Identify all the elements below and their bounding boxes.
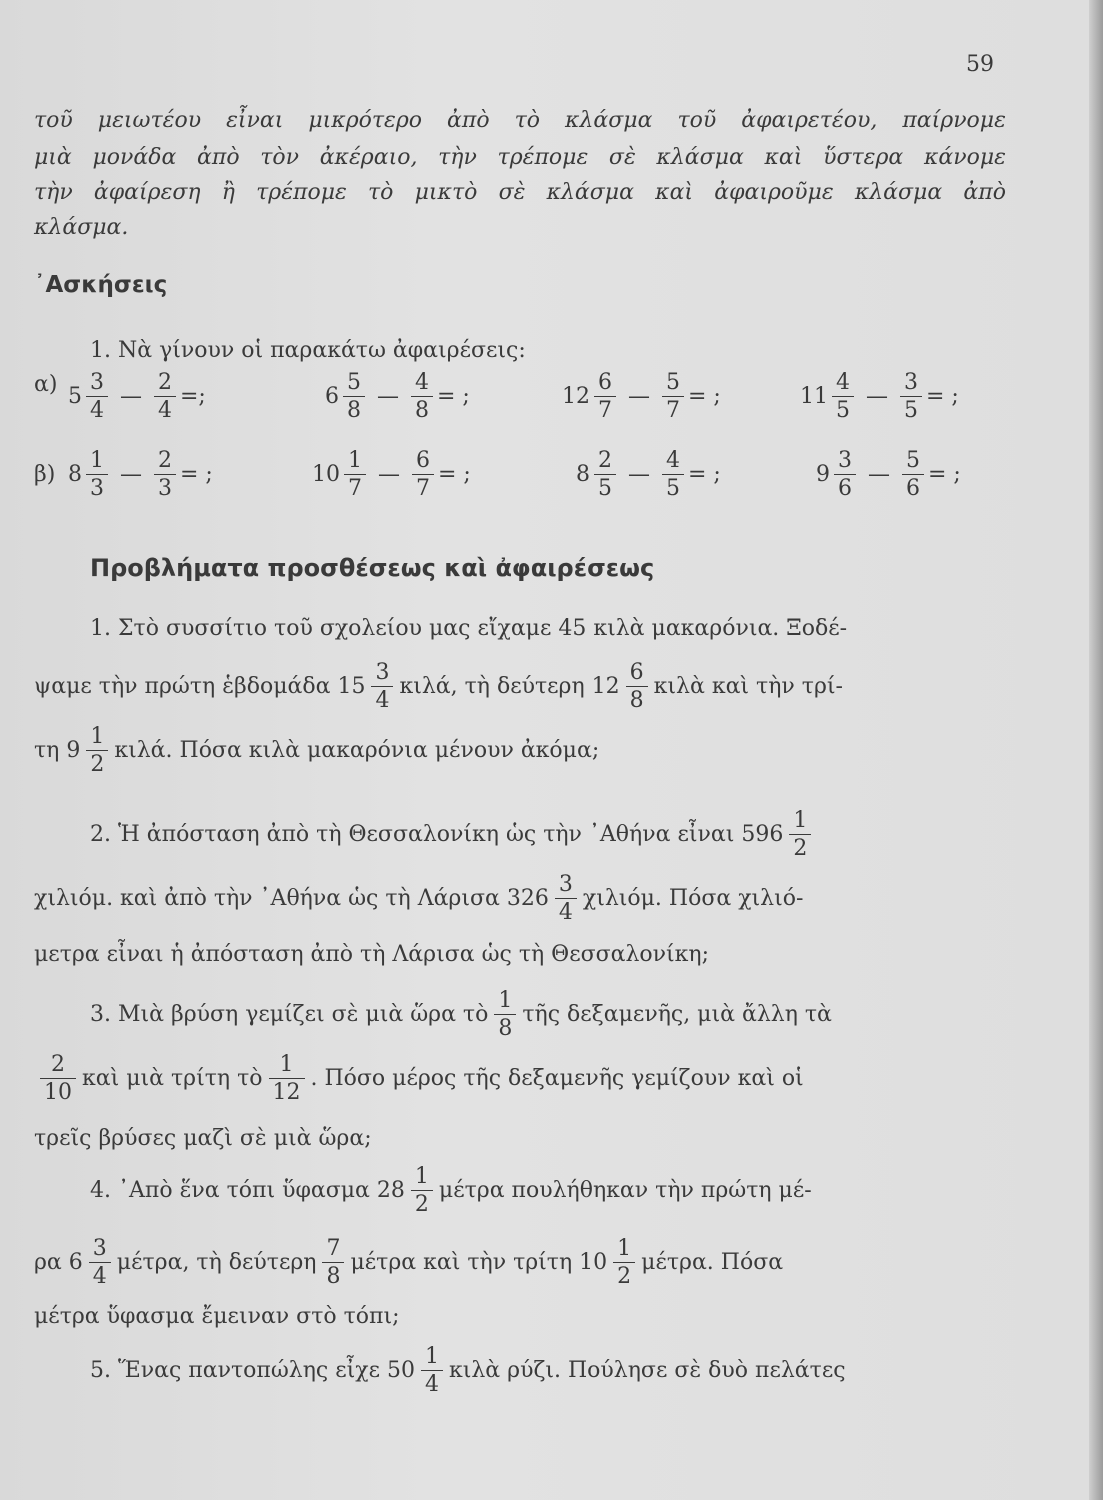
numerator: 3 <box>90 370 104 395</box>
problem-1-line-3 <box>34 724 1006 778</box>
denominator: 8 <box>411 396 433 423</box>
subtraction-item <box>325 370 470 424</box>
fraction <box>411 370 433 424</box>
page-edge-shadow <box>1089 0 1103 1500</box>
text: 2. Ἡ ἀπόσταση ἀπὸ τὴ Θεσσαλονίκη ὡς τὴν ᾿Αθήνα εἶναι 596 <box>90 821 784 847</box>
word: ὕστερα <box>823 145 904 170</box>
fraction <box>421 1344 443 1398</box>
whole-number: 9 <box>816 461 830 487</box>
numerator: 3 <box>558 872 573 897</box>
fraction <box>555 872 577 926</box>
fraction <box>594 448 616 502</box>
text: τῆς δεξαμενῆς, μιὰ ἄλλη τὰ <box>522 1001 832 1027</box>
word: τὸν <box>260 145 300 170</box>
word: μιὰ <box>34 145 72 170</box>
word: κλάσμα <box>565 108 653 133</box>
numerator: 4 <box>666 448 680 473</box>
word: μειωτέου <box>97 108 202 133</box>
word: μονάδα <box>92 145 177 170</box>
denominator: 5 <box>662 474 684 501</box>
word: ἢ <box>221 180 235 205</box>
numerator: 2 <box>158 448 172 473</box>
numerator: 1 <box>90 448 104 473</box>
problem-2-line-2 <box>34 872 1006 926</box>
word: ἀκέραιο, <box>319 145 418 170</box>
problem-5-line-1 <box>90 1344 1006 1398</box>
text: κιλά, τὴ δεύτερη 12 <box>399 673 620 699</box>
fraction <box>411 1164 433 1218</box>
numerator: 1 <box>348 448 362 473</box>
intro-line-4: κλάσμα. <box>34 215 129 240</box>
text: μέτρα, τὴ δεύτερη <box>116 1249 317 1275</box>
numerator: 4 <box>415 370 429 395</box>
numerator: 4 <box>836 370 850 395</box>
word: τρέπομε <box>497 145 589 170</box>
fraction <box>662 448 684 502</box>
word: ἀφαίρεση <box>93 180 201 205</box>
numerator: 3 <box>375 660 390 685</box>
denominator: 12 <box>269 1078 305 1105</box>
text: μέτρα. Πόσα <box>641 1249 784 1275</box>
problem-2-line-1 <box>90 808 1006 862</box>
subtraction-item <box>562 370 721 424</box>
word: εἶναι <box>226 108 284 133</box>
numerator: 3 <box>92 1236 107 1261</box>
numerator: 1 <box>279 1052 294 1077</box>
problem-4-line-2 <box>34 1236 1006 1290</box>
whole-number: 6 <box>325 383 339 409</box>
text: ρα 6 <box>34 1249 83 1275</box>
denominator: 4 <box>555 898 577 925</box>
fraction <box>832 370 854 424</box>
text: κιλὰ καὶ τὴν τρί- <box>653 673 843 699</box>
equals: = ; <box>180 461 213 487</box>
numerator: 5 <box>347 370 361 395</box>
denominator: 6 <box>902 474 924 501</box>
denominator: 8 <box>343 396 365 423</box>
whole-number: 8 <box>576 461 590 487</box>
word: κάνομε <box>923 145 1006 170</box>
denominator: 4 <box>89 1262 111 1289</box>
fraction <box>902 448 924 502</box>
equals: = ; <box>926 383 959 409</box>
fraction <box>86 448 108 502</box>
whole-number: 5 <box>68 383 82 409</box>
denominator: 5 <box>900 396 922 423</box>
word: ἀπὸ <box>447 108 490 133</box>
denominator: 8 <box>322 1262 344 1289</box>
exercise-row-b <box>34 462 55 487</box>
minus-sign: — <box>377 383 399 409</box>
subtraction-item <box>576 448 721 502</box>
word: τὸ <box>368 180 394 205</box>
subtraction-item <box>800 370 959 424</box>
fraction <box>343 370 365 424</box>
text: μέτρα καὶ τὴν τρίτη 10 <box>350 1249 608 1275</box>
fraction <box>344 448 366 502</box>
minus-sign: — <box>378 461 400 487</box>
word: μικτὸ <box>414 180 478 205</box>
word: ἀπὸ <box>963 180 1006 205</box>
text: καὶ μιὰ τρίτη τὸ <box>82 1065 263 1091</box>
denominator: 4 <box>421 1370 443 1397</box>
subtraction-item <box>68 370 206 424</box>
numerator: 2 <box>598 448 612 473</box>
subtraction-item <box>312 448 471 502</box>
fraction <box>594 370 616 424</box>
numerator: 1 <box>498 988 513 1013</box>
fraction <box>154 370 176 424</box>
fraction <box>322 1236 344 1290</box>
word: ἀφαιροῦμε <box>714 180 834 205</box>
numerator: 6 <box>629 660 644 685</box>
fraction <box>789 808 811 862</box>
denominator: 7 <box>344 474 366 501</box>
denominator: 5 <box>832 396 854 423</box>
whole-number: 12 <box>562 383 590 409</box>
problem-1-line-2 <box>34 660 1006 714</box>
denominator: 2 <box>86 750 108 777</box>
fraction <box>613 1236 635 1290</box>
word: ἀπὸ <box>197 145 240 170</box>
word: κλάσμα <box>656 145 744 170</box>
denominator: 2 <box>613 1262 635 1289</box>
equals: = ; <box>928 461 961 487</box>
text: 3. Μιὰ βρύση γεμίζει σὲ μιὰ ὥρα τὸ <box>90 1001 489 1027</box>
minus-sign: — <box>120 461 142 487</box>
minus-sign: — <box>866 383 888 409</box>
text: 5. Ἕνας παντοπώλης εἶχε 50 <box>90 1357 415 1383</box>
word: τὴν <box>438 145 477 170</box>
numerator: 5 <box>906 448 920 473</box>
numerator: 2 <box>158 370 172 395</box>
equals: = ; <box>438 461 471 487</box>
word: τοῦ <box>677 108 717 133</box>
word: σὲ <box>608 145 636 170</box>
fraction <box>662 370 684 424</box>
problem-3-line-3: τρεῖς βρύσες μαζὶ σὲ μιὰ ὥρα; <box>34 1126 372 1151</box>
word: καὶ <box>655 180 694 205</box>
word: μικρότερο <box>308 108 423 133</box>
numerator: 1 <box>90 724 105 749</box>
fraction <box>626 660 648 714</box>
denominator: 5 <box>594 474 616 501</box>
intro-line-3 <box>34 180 1006 205</box>
word: κλάσμα <box>854 180 943 205</box>
word: σὲ <box>498 180 526 205</box>
text: τη 9 <box>34 737 81 763</box>
problem-4-line-1 <box>90 1164 1006 1218</box>
denominator: 2 <box>789 834 811 861</box>
problem-2-line-3: μετρα εἶναι ἡ ἀπόσταση ἀπὸ τὴ Λάρισα ὡς τὴ Θεσσαλονίκη; <box>34 942 710 967</box>
text: . Πόσο μέρος τῆς δεξαμενῆς γεμίζουν καὶ οἱ <box>310 1065 804 1091</box>
equals: =; <box>180 383 206 409</box>
minus-sign: — <box>628 461 650 487</box>
row-label: α) <box>34 372 58 397</box>
denominator: 7 <box>662 396 684 423</box>
page-number: 59 <box>966 52 994 77</box>
denominator: 7 <box>412 474 434 501</box>
intro-line-2 <box>34 145 1006 170</box>
equals: = ; <box>688 461 721 487</box>
word: τὴν <box>34 180 73 205</box>
numerator: 3 <box>904 370 918 395</box>
fraction <box>86 724 108 778</box>
numerator: 1 <box>617 1236 632 1261</box>
numerator: 1 <box>793 808 808 833</box>
problem-3-line-1 <box>90 988 1006 1042</box>
denominator: 8 <box>494 1014 516 1041</box>
text: χιλιόμ. καὶ ἀπὸ τὴν ᾿Αθήνα ὡς τὴ Λάρισα 326 <box>34 885 549 911</box>
whole-number: 8 <box>68 461 82 487</box>
fraction <box>900 370 922 424</box>
minus-sign: — <box>628 383 650 409</box>
fraction <box>40 1052 76 1106</box>
fraction <box>494 988 516 1042</box>
equals: = ; <box>437 383 470 409</box>
word: τρέπομε <box>256 180 347 205</box>
fraction <box>89 1236 111 1290</box>
denominator: 4 <box>86 396 108 423</box>
problem-3-line-2 <box>34 1052 1006 1106</box>
intro-line-1 <box>34 108 1006 133</box>
numerator: 6 <box>598 370 612 395</box>
denominator: 8 <box>626 686 648 713</box>
numerator: 1 <box>414 1164 429 1189</box>
text: ψαμε τὴν πρώτη ἑβδομάδα 15 <box>34 673 366 699</box>
numerator: 6 <box>416 448 430 473</box>
fraction <box>412 448 434 502</box>
numerator: 5 <box>666 370 680 395</box>
denominator: 7 <box>594 396 616 423</box>
minus-sign: — <box>120 383 142 409</box>
text: κιλὰ ρύζι. Πούλησε σὲ δυὸ πελάτες <box>448 1357 846 1383</box>
problem-4-line-3: μέτρα ὕφασμα ἔμειναν στὸ τόπι; <box>34 1304 400 1329</box>
text: κιλά. Πόσα κιλὰ μακαρόνια μένουν ἀκόμα; <box>114 737 600 763</box>
numerator: 7 <box>326 1236 341 1261</box>
word: παίρνομε <box>902 108 1006 133</box>
word: τοῦ <box>34 108 73 133</box>
denominator: 4 <box>154 396 176 423</box>
fraction <box>834 448 856 502</box>
problem-1-line-1: 1. Στὸ συσσίτιο τοῦ σχολείου μας εἴχαμε 45 κιλὰ μακαρόνια. Ξοδέ- <box>90 616 848 641</box>
exercise-1-prompt: 1. Νὰ γίνουν οἱ παρακάτω ἀφαιρέσεις: <box>90 338 526 363</box>
whole-number: 11 <box>800 383 828 409</box>
numerator: 3 <box>838 448 852 473</box>
numerator: 1 <box>424 1344 439 1369</box>
denominator: 2 <box>411 1190 433 1217</box>
denominator: 10 <box>40 1078 76 1105</box>
text: χιλιόμ. Πόσα χιλιό- <box>582 885 804 911</box>
denominator: 6 <box>834 474 856 501</box>
exercise-row-a <box>34 372 57 397</box>
whole-number: 10 <box>312 461 340 487</box>
word: καὶ <box>764 145 803 170</box>
text: 4. ᾿Απὸ ἕνα τόπι ὕφασμα 28 <box>90 1177 405 1203</box>
denominator: 3 <box>154 474 176 501</box>
fraction <box>269 1052 305 1106</box>
denominator: 3 <box>86 474 108 501</box>
minus-sign: — <box>868 461 890 487</box>
row-label: β) <box>34 462 56 487</box>
problems-heading: Προβλήματα προσθέσεως καὶ ἀφαιρέσεως <box>90 554 655 582</box>
fraction <box>154 448 176 502</box>
numerator: 2 <box>51 1052 65 1077</box>
subtraction-item <box>68 448 213 502</box>
subtraction-item <box>816 448 961 502</box>
word: κλάσμα <box>546 180 634 205</box>
fraction <box>86 370 108 424</box>
exercises-heading: ᾿Ασκήσεις <box>34 272 168 298</box>
fraction <box>371 660 393 714</box>
text: μέτρα πουλήθηκαν τὴν πρώτη μέ- <box>438 1177 812 1203</box>
word: ἀφαιρετέου, <box>741 108 878 133</box>
equals: = ; <box>688 383 721 409</box>
denominator: 4 <box>371 686 393 713</box>
word: τὸ <box>514 108 541 133</box>
